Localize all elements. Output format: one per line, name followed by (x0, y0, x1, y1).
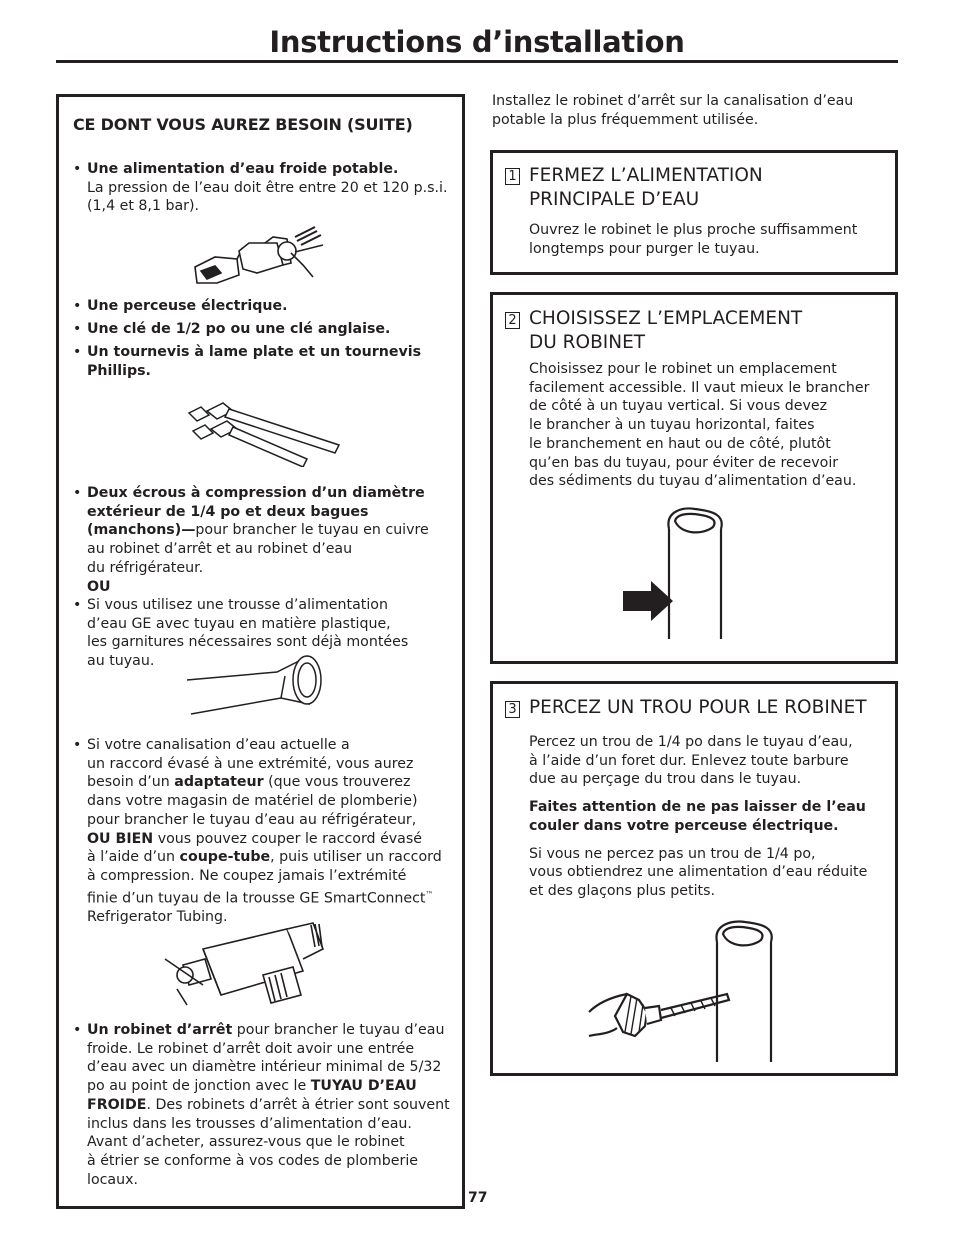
page-title: Instructions d’installation (269, 25, 685, 59)
title-rule (56, 60, 898, 63)
list-item-compression-nuts: • Deux écrous à compression d’un diamètre extérieur de 1/4 po et deux bagues (manchons)—pour brancher le tuyau en cuivre au robinet d’arrêt et au robinet d’eau du réfrigérateur. OU (73, 485, 429, 595)
step-3-number: 3 (505, 701, 520, 718)
list-item-ge-kit: • Si vous utilisez une trousse d’alimentation d’eau GE avec tuyau en matière plastique, les garnitures nécessaires sont déjà montées au tuyau. (73, 597, 409, 670)
drill-illustration (187, 225, 327, 293)
step-3-warning: Faites attention de ne pas laisser de l’eau (529, 799, 866, 816)
step-2-text: Choisissez pour le robinet un emplacement facilement accessible. Il vaut mieux le brancher de côté à un tuyau vertical. Si vous devez le brancher à un tuyau horizontal, faites le branchement en haut ou de côté, plutôt qu’en bas du tuyau, pour éviter de recevoir des sédiments du tuyau d’alimentation d’eau. (529, 361, 870, 490)
list-item-drill: • Une perceuse électrique. (73, 298, 288, 314)
step-1-title: FERMEZ L’ALIMENTATION PRINCIPALE D’EAU (529, 165, 763, 210)
step-2-number: 2 (505, 312, 520, 329)
vertical-pipe-arrow-illustration (621, 505, 731, 641)
bullet: • (73, 161, 82, 177)
plastic-tubing-illustration (185, 652, 325, 720)
requirements-box (56, 94, 465, 1209)
adapter-fitting-illustration (163, 919, 333, 1009)
requirements-heading: CE DONT VOUS AUREZ BESOIN (SUITE) (73, 115, 413, 134)
list-item-adapter: • Si votre canalisation d’eau actuelle a un raccord évasé à une extrémité, vous aurez besoin d’un adaptateur (que vous trouverez dans votre magasin de matériel de plomberie) pour brancher le tuyau d’eau au réfrigérateur, OU BIEN vous pouvez couper le raccord évasé à l’aide d’un coupe-tube, puis utiliser un raccord à compression. Ne coupez jamais l’extrémité finie d’un tuyau de la trousse GE SmartConnect™ Refrigerator Tubing. (73, 737, 442, 926)
drill-label: Une perceuse électrique. (87, 298, 288, 314)
list-item-water-supply (73, 160, 453, 216)
intro-text: Installez le robinet d’arrêt sur la canalisation d’eau potable la plus fréquemment utilisée. (492, 93, 854, 128)
step-2-box (490, 292, 898, 664)
list-item-screwdrivers: • Un tournevis à lame plate et un tournevis Phillips. (73, 344, 422, 379)
step-3-box (490, 681, 898, 1076)
list-item-shutoff-valve: • Un robinet d’arrêt pour brancher le tuyau d’eau froide. Le robinet d’arrêt doit avoir une entrée d’eau avec un diamètre intérieur minimal de 5/32 po au point de jonction avec le TUYAU D’EAU FROIDE. Des robinets d’arrêt à étrier sont souvent inclus dans les trousses d’alimentation d’eau. Avant d’acheter, assurez-vous que le robinet à étrier se conforme à vos codes de plomberie locaux. (73, 1022, 450, 1188)
compression-nuts-illustration (183, 397, 343, 467)
water-pressure-bar: (1,4 et 8,1 bar). (87, 198, 200, 215)
step-2-title: CHOISISSEZ L’EMPLACEMENT DU ROBINET (529, 308, 803, 353)
drilling-pipe-illustration (587, 916, 783, 1066)
water-pressure-text: La pression de l’eau doit être entre 20 et 120 p.s.i. (87, 179, 448, 196)
trademark-symbol: ™ (425, 889, 434, 899)
list-item-wrench: • Une clé de 1/2 po ou une clé anglaise. (73, 321, 391, 337)
step-1-number: 1 (505, 168, 520, 185)
step-1-box (490, 150, 898, 275)
page-number: 77 (468, 1190, 488, 1206)
wrench-label: Une clé de 1/2 po ou une clé anglaise. (87, 321, 391, 337)
step-1-text: Ouvrez le robinet le plus proche suffisamment longtemps pour purger le tuyau. (529, 222, 858, 257)
water-supply-label: Une alimentation d’eau froide potable. (87, 161, 399, 177)
step-3-title: PERCEZ UN TROU POUR LE ROBINET (529, 697, 867, 718)
step-3-text: Percez un trou de 1/4 po dans le tuyau d’eau, à l’aide d’un foret dur. Enlevez toute barbure due au perçage du trou dans le tuyau. Faites attention de ne pas laisser de l’eau couler dans votre perceuse électrique. Si vous ne percez pas un trou de 1/4 po, vous obtiendrez une alimentation d’eau réduite et des glaçons plus petits. (529, 734, 868, 899)
or-label: OU (87, 578, 111, 595)
